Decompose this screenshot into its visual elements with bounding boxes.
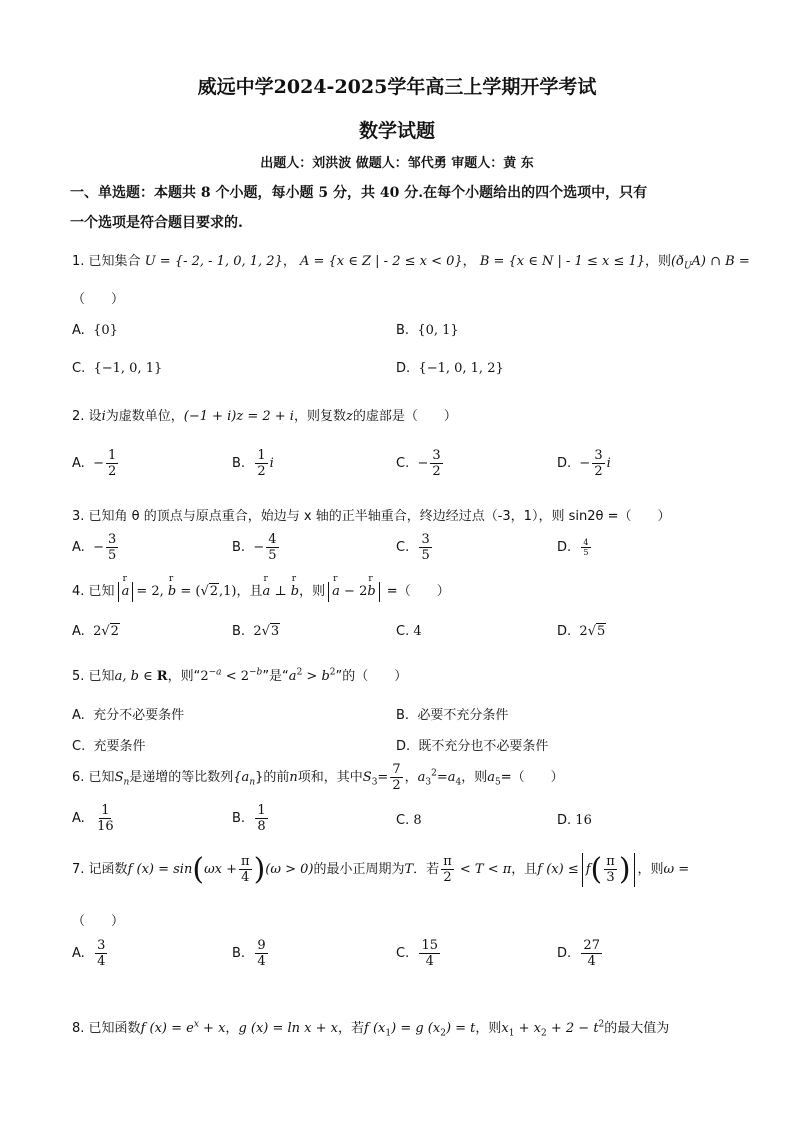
q7-option-c[interactable]: C. $\frac{15}{4}$ — [396, 938, 439, 969]
q2-option-c-fraction: $\frac{3}{2}$ — [432, 448, 441, 479]
q2-option-b[interactable]: B. $\frac{1}{2}$ i — [232, 448, 274, 479]
q2-i: i — [101, 409, 106, 424]
q8-number: 8. — [72, 1021, 85, 1036]
q6-option-a[interactable]: A. $\frac{1}{16}$ — [72, 803, 114, 834]
q1-number: 1. — [72, 254, 85, 269]
q1-expr: (ð — [671, 254, 684, 269]
q7-number: 7. — [72, 862, 85, 877]
q3-option-a-fraction: $\frac{3}{5}$ — [107, 532, 117, 563]
q3-option-d[interactable]: D. $\frac{4}{5}$ — [557, 538, 589, 557]
q1-expr2: A) ∩ B = — [691, 254, 750, 269]
q7-option-b-fraction: $\frac{9}{4}$ — [257, 938, 266, 969]
q6-option-c[interactable]: C. 8 — [396, 813, 422, 828]
q3-option-b[interactable]: B. − $\frac{4}{5}$ — [232, 532, 277, 563]
question-8: 8. 已知函数f $(x) = e^x + x$，g (x) = ln x + x，若f $(x_1) = g$ $(x_2) = t$，则$x_1 + x_2 + 2 - t^2$的最大值为 — [72, 1019, 670, 1039]
q7-option-a-fraction: $\frac{3}{4}$ — [97, 938, 106, 969]
q5-option-b[interactable]: B. 必要不充分条件 — [396, 708, 509, 723]
q4-vector-a: r a — [122, 584, 130, 599]
q2-text2: 为虚数单位， — [105, 409, 184, 424]
q2-text4: 的虚部是（ ） — [352, 409, 457, 424]
q1-option-a[interactable]: A. {0} — [72, 323, 118, 338]
question-5: 5. 已知a, b ∈ R，则“$2^{-a} < 2^{-b}$”是“$a^2 > b^2$”的（ ） — [72, 667, 408, 684]
q4-option-b[interactable]: B. 2√3 — [232, 624, 280, 639]
authors-line: 出题人：刘洪波 做题人：邹代勇 审题人：黄 东 — [260, 156, 534, 171]
q4-option-a[interactable]: A. 2√2 — [72, 624, 119, 639]
q2-option-d-fraction: $\frac{3}{2}$ — [594, 448, 603, 479]
q6-option-b-fraction: $\frac{1}{8}$ — [257, 803, 266, 834]
question-1: 1. 已知集合 U = {- 2, - 1, 0, 1, 2}， A = {x ∈ Z | - 2 ≤ x < 0}， B = {x ∈ N | - 1 ≤ x ≤ 1}，则$(ð_UA)$ ∩ B = — [72, 254, 750, 272]
q6-option-d[interactable]: D. 16 — [557, 813, 592, 828]
q1-option-d-value: {−1, 0, 1, 2} — [418, 361, 504, 376]
q2-equation: (−1 + i)z = 2 + i — [183, 409, 294, 424]
question-4: 4. 已知r a = 2, r b = (√2,1)，且r a ⊥ r b，则r a − 2r b =（ ） — [72, 580, 450, 602]
q6-option-a-fraction: $\frac{1}{16}$ — [97, 803, 114, 834]
question-6: 6. 已知$S_n$是递增的等比数列$\{a_n\}$的前n项和，其中$S_3=$ $\frac{7}{2}$ ，$a_3^2=a_4$，则$a_5=$（ ） — [72, 762, 564, 793]
q4-text1: 已知 — [88, 584, 115, 599]
q4-option-d[interactable]: D. 2√5 — [557, 624, 606, 639]
q2-option-a[interactable]: A. − $\frac{1}{2}$ — [72, 448, 117, 479]
q7-option-a[interactable]: A. $\frac{3}{4}$ — [72, 938, 106, 969]
q3-number: 3. — [72, 509, 85, 524]
q2-text3: ，则复数 — [293, 409, 346, 424]
q5-option-a[interactable]: A. 充分不必要条件 — [72, 708, 185, 723]
q5-option-c[interactable]: C. 充要条件 — [72, 739, 146, 754]
q4-option-c[interactable]: C. 4 — [396, 624, 422, 639]
q1-prefix: 已知集合 — [88, 254, 141, 269]
q6-number: 6. — [72, 770, 85, 785]
q3-option-c-fraction: $\frac{3}{5}$ — [421, 532, 430, 563]
q1-option-b-value: {0, 1} — [417, 323, 459, 338]
q1-option-b[interactable]: B. {0, 1} — [396, 323, 459, 338]
subject-title: 数学试题 — [358, 120, 435, 142]
question-7: 7. 记函数f (x) = sin(ωx + $\frac{\pi}{4}$ )(ω > 0)的最小正周期为T．若 $\frac{\pi}{2}$ < T < π，且f (x) ≤ f( $\frac{\pi}{3}$ ) ，则ω = — [72, 852, 690, 887]
q6-fraction: $\frac{7}{2}$ — [392, 762, 401, 793]
q2-z: z — [345, 409, 353, 424]
q3-option-c[interactable]: C. $\frac{3}{5}$ — [396, 532, 430, 563]
q1-option-c-value: {−1, 0, 1} — [93, 361, 163, 376]
q1-option-c[interactable]: C. {−1, 0, 1} — [72, 361, 163, 376]
q1-expr-sub: U — [683, 261, 692, 272]
q3-option-b-fraction: $\frac{4}{5}$ — [268, 532, 277, 563]
q4-number: 4. — [72, 584, 85, 599]
q7-option-d-fraction: $\frac{27}{4}$ — [583, 938, 600, 969]
q1-set-u: U = {- 2, - 1, 0, 1, 2} — [144, 254, 283, 269]
q1-option-a-value: {0} — [93, 323, 118, 338]
q1-option-d[interactable]: D. {−1, 0, 1, 2} — [396, 361, 504, 376]
q5-number: 5. — [72, 669, 85, 684]
section-heading-cont: 一个选项是符合题目要求的. — [70, 215, 243, 231]
q5-option-d[interactable]: D. 既不充分也不必要条件 — [396, 739, 549, 754]
exam-title: 威远中学2024-2025学年高三上学期开学考试 — [197, 76, 597, 98]
q2-option-d[interactable]: D. − $\frac{3}{2}$ i — [557, 448, 611, 479]
q3-text: 已知角 θ 的顶点与原点重合，始边与 x 轴的正半轴重合，终边经过点（-3，1），则 sin2θ =（ ） — [88, 509, 671, 524]
q1-then: ，则 — [645, 254, 672, 269]
q2-text1: 设 — [88, 409, 102, 424]
section-heading: 一、单选题：本题共 8 个小题，每小题 5 分，共 40 分.在每个小题给出的四个选项中，只有 — [70, 185, 648, 201]
question-3 — [72, 505, 670, 524]
q3-option-a[interactable]: A. − $\frac{3}{5}$ — [72, 532, 117, 563]
q6-option-b[interactable]: B. $\frac{1}{8}$ — [232, 803, 266, 834]
q7-option-d[interactable]: D. $\frac{27}{4}$ — [557, 938, 600, 969]
q7-option-c-fraction: $\frac{15}{4}$ — [421, 938, 439, 969]
q2-number: 2. — [72, 409, 85, 424]
question-2 — [72, 405, 457, 424]
q7-option-b[interactable]: B. $\frac{9}{4}$ — [232, 938, 266, 969]
q1-set-b: B = {x ∈ N | - 1 ≤ x ≤ 1} — [479, 254, 646, 269]
q1-set-a: A = {x ∈ Z | - 2 ≤ x < 0} — [299, 254, 463, 269]
q1-paren: （ ） — [72, 292, 125, 307]
q7-paren: （ ） — [72, 914, 125, 929]
q2-option-b-fraction: $\frac{1}{2}$ — [257, 448, 266, 479]
q2-option-c[interactable]: C. − $\frac{3}{2}$ — [396, 448, 441, 479]
q2-option-a-fraction: $\frac{1}{2}$ — [107, 448, 117, 479]
q3-option-d-fraction: $\frac{4}{5}$ — [583, 538, 589, 557]
q4-vector-b: r b — [168, 584, 176, 599]
